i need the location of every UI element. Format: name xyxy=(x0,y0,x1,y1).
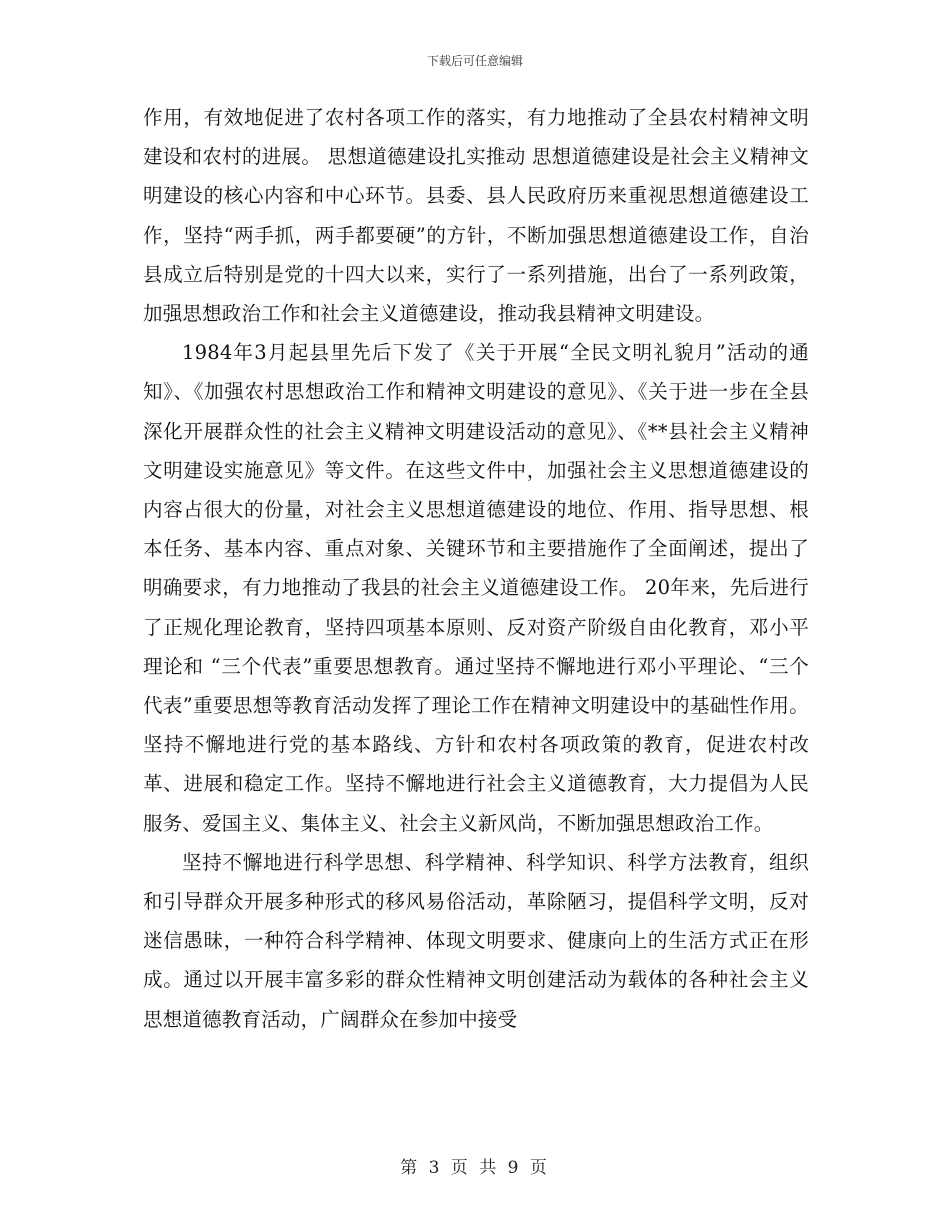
paragraph-2: 1984年3月起县里先后下发了《关于开展“全民文明礼貌月”活动的通知》、《加强农村思想政治工作和精神文明建设的意见》、《关于进一步在全县深化开展群众性的社会主义精神文明建设活动的意见》、《**县社会主义精神文明建设实施意见》等文件。在这些文件中，加强社会主义思想道德建设的内容占很大的份量，对社会主义思想道德建设的地位、作用、指导思想、根本任务、基本内容、重点对象、关键环节和主要措施作了全面阐述，提出了明确要求，有力地推动了我县的社会主义道德建设工作。 20年来，先后进行了正规化理论教育，坚持四项基本原则、反对资产阶级自由化教育，邓小平理论和 “三个代表”重要思想教育。通过坚持不懈地进行邓小平理论、“三个代表”重要思想等教育活动发挥了理论工作在精神文明建设中的基础性作用。坚持不懈地进行党的基本路线、方针和农村各项政策的教育，促进农村改革、进展和稳定工作。坚持不懈地进行社会主义道德教育，大力提倡为人民服务、爱国主义、集体主义、社会主义新风尚，不断加强思想政治工作。 xyxy=(143,341,809,835)
page-number-footer: 第 3 页 共 9 页 xyxy=(400,1158,550,1178)
paragraph-1: 作用，有效地促进了农村各项工作的落实，有力地推动了全县农村精神文明建设和农村的进展。 思想道德建设扎实推动 思想道德建设是社会主义精神文明建设的核心内容和中心环节。县委、县人民政府历来重视思想道德建设工作，坚持“两手抓，两手都要硬”的方针，不断加强思想道德建设工作，自治县成立后特别是党的十四大以来，实行了一系列措施，出台了一系列政策，加强思想政治工作和社会主义道德建设，推动我县精神文明建设。 xyxy=(143,106,809,326)
document-body xyxy=(143,98,809,1039)
page-header: 下载后可任意编辑 xyxy=(426,54,523,68)
paragraph-3: 坚持不懈地进行科学思想、科学精神、科学知识、科学方法教育，组织和引导群众开展多种形式的移风易俗活动，革除陋习，提倡科学文明，反对迷信愚昧，一种符合科学精神、体现文明要求、健康向上的生活方式正在形成。通过以开展丰富多彩的群众性精神文明创建活动为载体的各种社会主义思想道德教育活动，广阔群众在参加中接受 xyxy=(143,850,809,1031)
